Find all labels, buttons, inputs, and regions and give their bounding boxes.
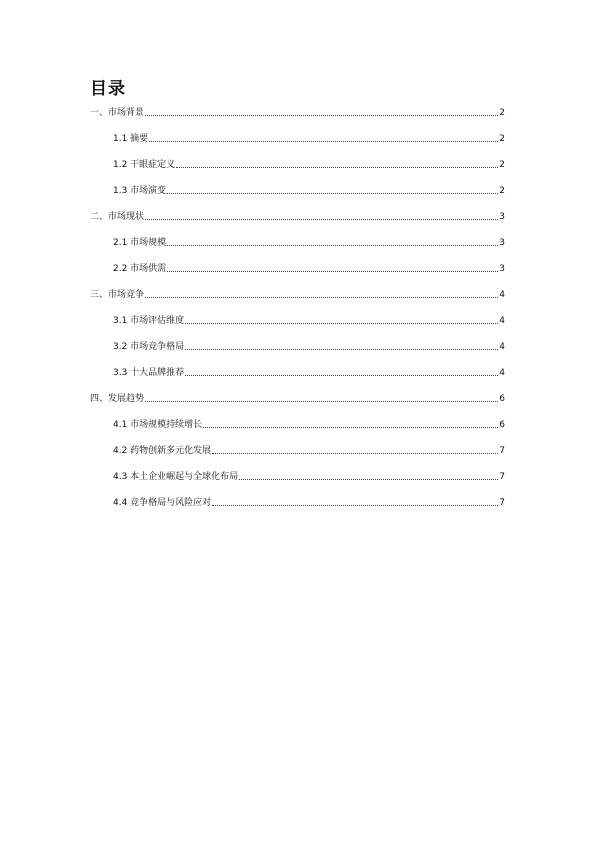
toc-entry-label: 3.1 市场评估维度 <box>113 316 185 326</box>
toc-dot-leader <box>185 374 498 376</box>
toc-dot-leader <box>212 504 498 506</box>
toc-entry-page: 2 <box>499 186 505 196</box>
toc-entry-page: 3 <box>499 264 505 274</box>
toc-entry-label: 3.2 市场竞争格局 <box>113 342 185 352</box>
page-title: 目录 <box>90 79 126 99</box>
toc-dot-leader <box>203 426 498 428</box>
toc-entry-3-2[interactable] <box>90 326 505 352</box>
toc-dot-leader <box>167 192 498 194</box>
toc-entry-page: 4 <box>499 342 505 352</box>
toc-entry-1-2[interactable] <box>90 144 505 170</box>
toc-entry-label: 三、市场竞争 <box>90 290 145 300</box>
toc-entry-page: 7 <box>499 498 505 508</box>
toc-entry-label: 4.2 药物创新多元化发展 <box>113 446 212 456</box>
toc-dot-leader <box>176 166 498 168</box>
toc-dot-leader <box>185 348 498 350</box>
toc-entry-page: 6 <box>499 394 505 404</box>
toc-entry-page: 7 <box>499 446 505 456</box>
toc-entry-label: 3.3 十大品牌推荐 <box>113 368 185 378</box>
toc-dot-leader <box>145 114 498 116</box>
toc-dot-leader <box>145 296 498 298</box>
toc-entry-page: 2 <box>499 134 505 144</box>
toc-entry-3-1[interactable] <box>90 300 505 326</box>
toc-entry-label: 2.1 市场规模 <box>113 238 167 248</box>
toc-entry-label: 1.1 摘要 <box>113 134 149 144</box>
toc-dot-leader <box>145 218 498 220</box>
toc-entry-4-1[interactable] <box>90 404 505 430</box>
toc-entry-label: 四、发展趋势 <box>90 394 145 404</box>
toc-entry-4-3[interactable] <box>90 456 505 482</box>
toc-entry-1[interactable] <box>90 104 505 118</box>
toc-entry-page: 7 <box>499 472 505 482</box>
toc-dot-leader <box>149 140 498 142</box>
toc-dot-leader <box>145 400 498 402</box>
toc-entry-page: 2 <box>499 160 505 170</box>
toc-entry-page: 4 <box>499 290 505 300</box>
toc-entry-label: 4.4 竞争格局与风险应对 <box>113 498 212 508</box>
toc-entry-label: 2.2 市场供需 <box>113 264 167 274</box>
toc-dot-leader <box>212 452 498 454</box>
toc-dot-leader <box>239 478 498 480</box>
toc-entry-page: 6 <box>499 420 505 430</box>
toc-entry-4-4[interactable] <box>90 482 505 508</box>
toc-entry-label: 一、市场背景 <box>90 108 145 118</box>
toc-entry-page: 3 <box>499 212 505 222</box>
toc-entry-page: 4 <box>499 368 505 378</box>
table-of-contents <box>90 104 505 508</box>
toc-entry-1-3[interactable] <box>90 170 505 196</box>
toc-dot-leader <box>185 322 498 324</box>
toc-entry-label: 4.3 本土企业崛起与全球化布局 <box>113 472 239 482</box>
toc-entry-3[interactable] <box>90 274 505 300</box>
toc-dot-leader <box>167 244 498 246</box>
toc-entry-2[interactable] <box>90 196 505 222</box>
toc-entry-3-3[interactable] <box>90 352 505 378</box>
toc-entry-label: 1.3 市场演变 <box>113 186 167 196</box>
toc-entry-label: 4.1 市场规模持续增长 <box>113 420 203 430</box>
toc-dot-leader <box>167 270 498 272</box>
toc-entry-2-1[interactable] <box>90 222 505 248</box>
toc-entry-label: 1.2 干眼症定义 <box>113 160 176 170</box>
toc-entry-4-2[interactable] <box>90 430 505 456</box>
toc-entry-label: 二、市场现状 <box>90 212 145 222</box>
toc-entry-page: 3 <box>499 238 505 248</box>
toc-entry-page: 4 <box>499 316 505 326</box>
toc-entry-2-2[interactable] <box>90 248 505 274</box>
toc-entry-1-1[interactable] <box>90 118 505 144</box>
toc-entry-page: 2 <box>499 108 505 118</box>
toc-entry-4[interactable] <box>90 378 505 404</box>
